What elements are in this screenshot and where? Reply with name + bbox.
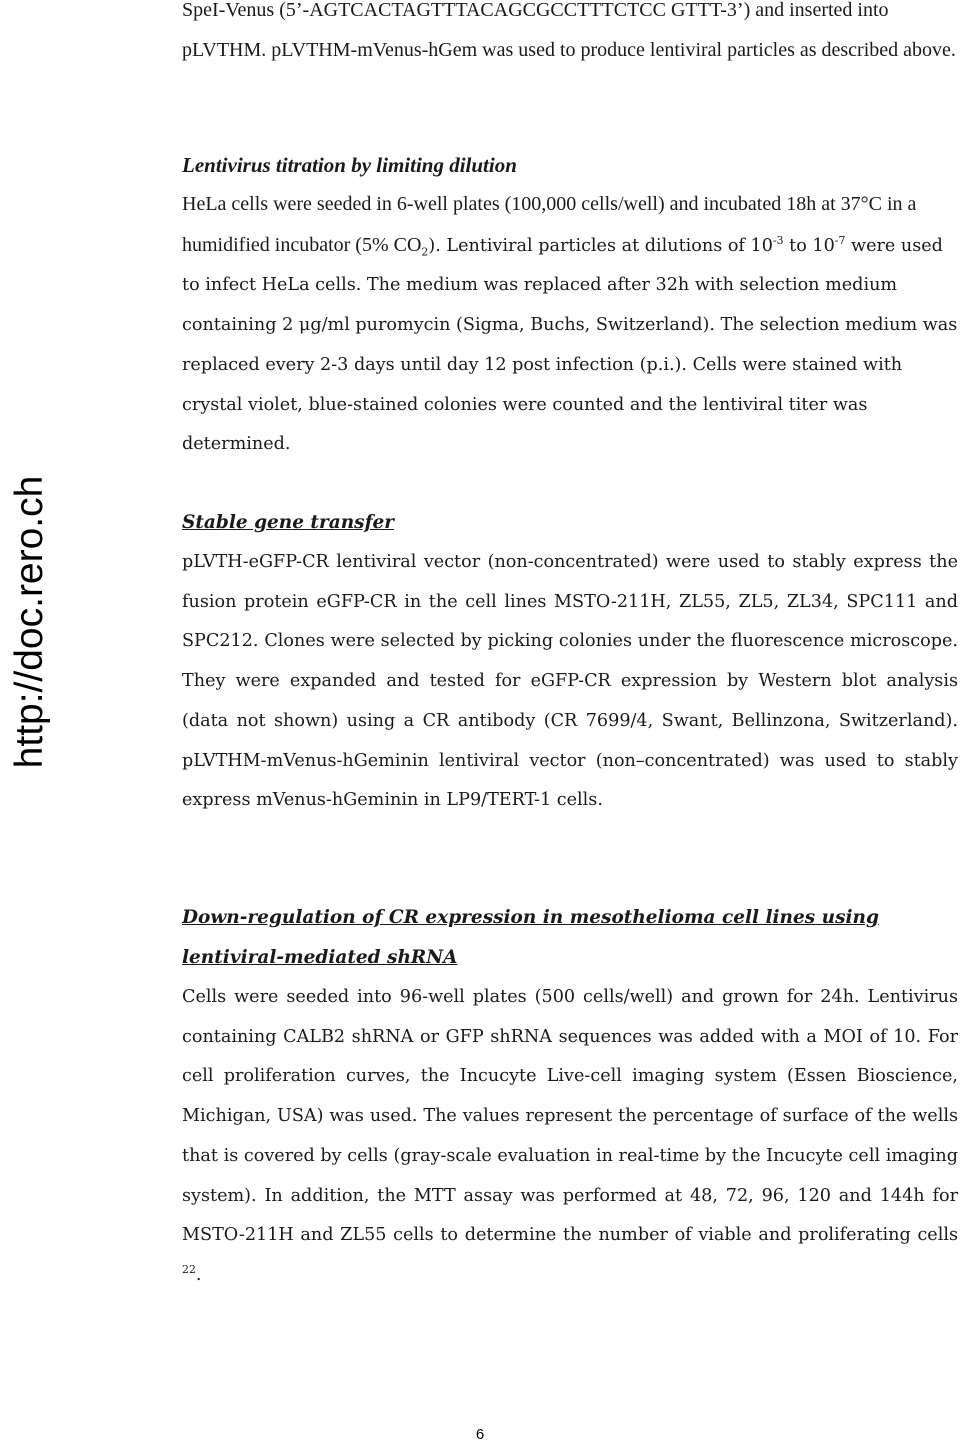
- section-lentivirus-titration: [182, 145, 958, 465]
- titration-text-part1: HeLa cells were seeded in 6-well plates (100,000 cells/well) and incubated 18h at 37°C in a humidified incubator (5% CO: [182, 193, 917, 256]
- downregulation-end: .: [195, 1264, 202, 1285]
- reference-superscript: 22: [182, 1263, 196, 1277]
- stable-paragraph: pLVTH-eGFP-CR lentiviral vector (non-concentrated) were used to stably express the fusion protein eGFP-CR in the cell lines MSTO-211H, ZL55, ZL5, ZL34, SPC111 and SPC212. Clones were selected by picking colonies under the fluorescence microscope. They were expanded and tested for eGFP-CR expression by Western blot analysis (data not shown) using a CR antibody (CR 7699/4, Swant, Bellinzona, Switzerland). pLVTHM-mVenus-hGeminin lentiviral vector (non–concentrated) was used to stably express mVenus-hGeminin in LP9/TERT-1 cells.: [182, 552, 958, 811]
- source-watermark: http://doc.rero.ch: [8, 475, 51, 769]
- dilution-exponent-low: -3: [772, 233, 784, 247]
- co2-subscript: 2: [421, 245, 429, 259]
- page-number: 6: [475, 1426, 485, 1443]
- downregulation-text: Cells were seeded into 96-well plates (500 cells/well) and grown for 24h. Lentivirus containing CALB2 shRNA or GFP shRNA sequences was added with a MOI of 10. For cell proliferation curves, the Incucyte Live-cell imaging system (Essen Bioscience, Michigan, USA) was used. The values represent the percentage of surface of the wells that is covered by cells (gray-scale evaluation in real-time by the Incucyte cell imaging system). In addition, the MTT assay was performed at 48, 72, 96, 120 and 144h for MSTO-211H and ZL55 cells to determine the number of viable and proliferating cells: [182, 987, 958, 1246]
- section-heading-titration: Lentivirus titration by limiting dilution: [182, 153, 517, 177]
- dilution-exponent-high: -7: [834, 233, 846, 247]
- section-heading-stable: Stable gene transfer: [182, 512, 395, 533]
- downregulation-paragraph: [182, 978, 958, 1296]
- section-heading-downregulation: Down-regulation of CR expression in mesothelioma cell lines using lentiviral-mediated shRNA: [182, 907, 879, 968]
- titration-text-part2: ). Lentiviral particles at dilutions of 10: [428, 235, 773, 256]
- intro-paragraph: SpeI-Venus (5’-AGTCACTAGTTTACAGCGCCTTTCTCC GTTT-3’) and inserted into pLVTHM. pLVTHM-mVenus-hGem was used to produce lentiviral particles as described above.: [182, 0, 956, 61]
- titration-paragraph: [182, 185, 958, 465]
- titration-text-part3: to 10: [783, 235, 835, 256]
- section-downregulation: [182, 898, 958, 1296]
- section-stable-gene-transfer: [182, 503, 958, 821]
- titration-text-part4: were used to infect HeLa cells. The medium was replaced after 32h with selection medium containing 2 μg/ml puromycin (Sigma, Buchs, Switzerland). The selection medium was replaced every 2-3 days until day 12 post infection (p.i.). Cells were stained with crystal violet, blue-stained colonies were counted and the lentiviral titer was determined.: [182, 235, 958, 455]
